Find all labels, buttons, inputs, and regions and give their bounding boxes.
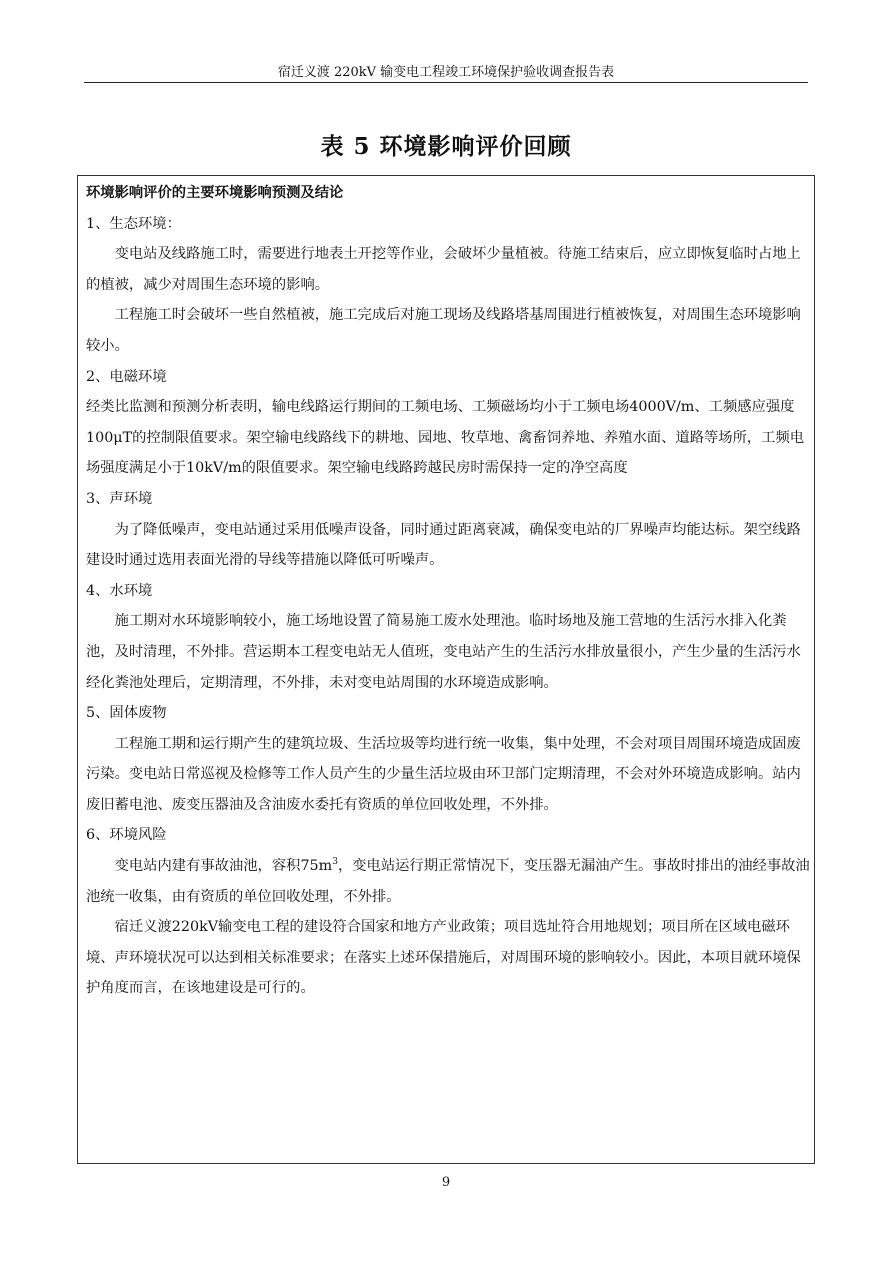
solid-waste-paragraph: 工程施工期和运行期产生的建筑垃圾、生活垃圾等均进行统一收集，集中处理，不会对项目周围环境造成固废污染。变电站日常巡视及检修等工作人员产生的少量生活垃圾由环卫部门定期清理，不会对外环境造成影响。站内废旧蓄电池、废变压器油及含油废水委托有资质的单位回收处理，不外排。 [86,735,801,813]
page-number: 9 [441,1175,451,1190]
acoustic-title: 3、声环境 [86,490,153,507]
page-title: 表 5 环境影响评价回顾 [320,133,572,160]
header-divider [84,82,808,83]
cubic-superscript: 3 [332,857,338,868]
electromagnetic-title: 2、电磁环境 [86,368,167,385]
conclusion-paragraph: 宿迁义渡220kV输变电工程的建设符合国家和地方产业政策；项目选址符合用地规划；项目所在区域电磁环境、声环境状况可以达到相关标准要求；在落实上述环保措施后，对周围环境的影响较小。因此，本项目就环境保护角度而言，在该地建设是可行的。 [86,919,801,997]
ecology-paragraph-1: 变电站及线路施工时，需要进行地表土开挖等作业，会破坏少量植被。待施工结束后，应立即恢复临时占地上的植被，减少对周围生态环境的影响。 [86,246,801,293]
ecology-title: 1、生态环境： [86,215,181,232]
water-paragraph: 施工期对水环境影响较小，施工场地设置了简易施工废水处理池。临时场地及施工营地的生活污水排入化粪池，及时清理，不外排。营运期本工程变电站无人值班，变电站产生的生活污水排放量很小，产生少量的生活污水经化粪池处理后，定期清理，不外排，未对变电站周围的水环境造成影响。 [86,613,801,691]
ecology-paragraph-2: 工程施工时会破坏一些自然植被，施工完成后对施工现场及线路塔基周围进行植被恢复，对周围生态环境影响较小。 [86,307,801,354]
review-table-cell [77,175,815,1164]
running-header: 宿迁义渡 220kV 输变电工程竣工环境保护验收调查报告表 [277,65,615,80]
risk-text-b: ，变电站运行期正常情况下，变压器无漏油产生。事故时排出的油经事故油池统一收集，由有资质的单位回收处理，不外排。 [86,858,810,905]
water-title: 4、水环境 [86,582,153,599]
solid-waste-title: 5、固体废物 [86,705,167,722]
risk-title: 6、环境风险 [86,827,167,844]
section-heading: 环境影响评价的主要环境影响预测及结论 [86,185,344,201]
acoustic-paragraph: 为了降低噪声，变电站通过采用低噪声设备，同时通过距离衰减，确保变电站的厂界噪声均能达标。架空线路建设时通过选用表面光滑的导线等措施以降低可听噪声。 [86,521,801,569]
risk-paragraph [86,851,810,912]
risk-text-a: 变电站内建有事故油池，容积75m [114,858,333,875]
review-content [86,178,810,1004]
electromagnetic-paragraph: 经类比监测和预测分析表明，输电线路运行期间的工频电场、工频磁场均小于工频电场4000V/m、工频感应强度100μT的控制限值要求。架空输电线路线下的耕地、园地、牧草地、禽畜饲养地、养殖水面、道路等场所，工频电场强度满足小于10kV/m的限值要求。架空输电线路跨越民房时需保持一定的净空高度 [86,399,805,477]
